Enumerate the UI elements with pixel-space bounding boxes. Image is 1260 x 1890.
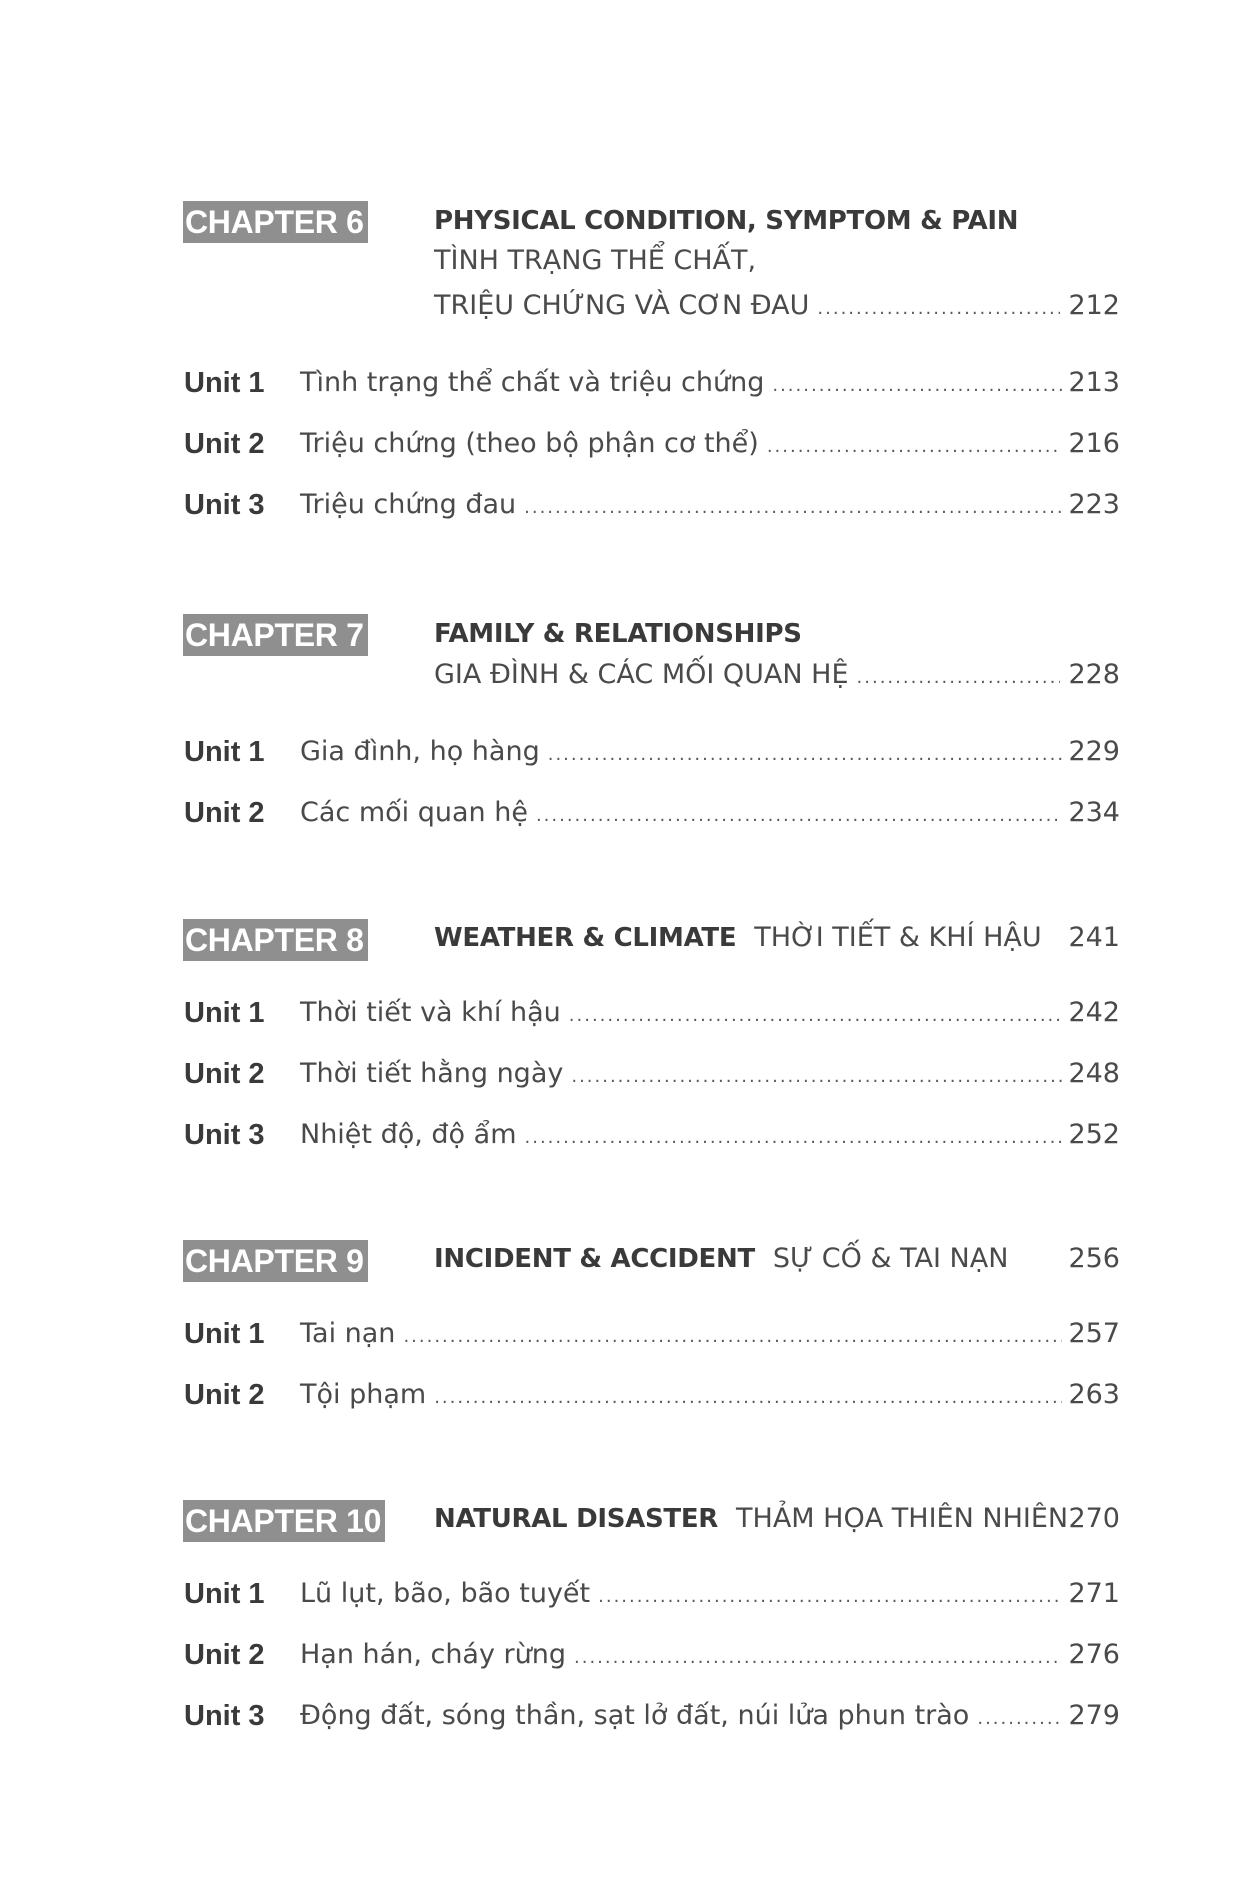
unit-label: Unit 2 [184, 428, 265, 460]
unit-label: Unit 2 [184, 1379, 265, 1411]
unit-label: Unit 1 [184, 997, 265, 1029]
leader-dots [977, 1708, 1062, 1729]
toc-entry[interactable] [300, 1318, 1120, 1349]
unit-title: Triệu chứng (theo bộ phận cơ thể) [300, 428, 759, 459]
toc-entry[interactable] [300, 1119, 1120, 1150]
page-number: 257 [1068, 1318, 1120, 1349]
page-number: 263 [1068, 1379, 1120, 1410]
chapter-title-vi-line1: TÌNH TRẠNG THỂ CHẤT, [434, 245, 757, 276]
unit-title: Nhiệt độ, độ ẩm [300, 1119, 517, 1150]
leader-dots [817, 298, 1060, 319]
leader-dots [571, 1066, 1062, 1087]
chapter-heading-row[interactable] [434, 1503, 1120, 1534]
chapter-badge: CHAPTER 6 [183, 201, 368, 243]
unit-label: Unit 2 [184, 797, 265, 829]
leader-dots [525, 1127, 1063, 1148]
page-number: 256 [1068, 1243, 1120, 1274]
page-number: 252 [1068, 1119, 1120, 1150]
unit-title: Tai nạn [300, 1318, 396, 1349]
page-number: 212 [1068, 290, 1120, 321]
toc-entry[interactable] [300, 367, 1120, 398]
leader-dots [857, 667, 1061, 688]
unit-label: Unit 3 [184, 489, 265, 521]
chapter-title-vi-line2: TRIỆU CHỨNG VÀ CƠN ĐAU [434, 290, 810, 321]
toc-entry[interactable] [300, 489, 1120, 520]
toc-entry[interactable] [300, 1578, 1120, 1609]
unit-title: Thời tiết và khí hậu [300, 997, 561, 1028]
leader-dots [772, 375, 1062, 396]
unit-title: Tình trạng thể chất và triệu chứng [300, 367, 765, 398]
chapter-title-en: INCIDENT & ACCIDENT [434, 1244, 755, 1274]
leader-dots [569, 1005, 1063, 1026]
toc-entry[interactable] [300, 1058, 1120, 1089]
page-number: 242 [1068, 997, 1120, 1028]
toc-entry[interactable] [300, 1700, 1120, 1731]
unit-label: Unit 2 [184, 1058, 265, 1090]
toc-entry[interactable] [300, 736, 1120, 767]
toc-entry[interactable] [300, 1379, 1120, 1410]
chapter-heading-row[interactable] [434, 922, 1120, 953]
page-number: 229 [1068, 736, 1120, 767]
unit-label: Unit 1 [184, 736, 265, 768]
chapter-badge: CHAPTER 9 [183, 1240, 368, 1282]
chapter-title-en: PHYSICAL CONDITION, SYMPTOM & PAIN [434, 206, 1019, 236]
chapter-heading-row[interactable] [434, 1243, 1120, 1274]
toc-entry[interactable] [300, 1639, 1120, 1670]
unit-title: Thời tiết hằng ngày [300, 1058, 564, 1089]
chapter-title-vi: GIA ĐÌNH & CÁC MỐI QUAN HỆ [434, 659, 849, 690]
page-number: 213 [1068, 367, 1120, 398]
page-number: 241 [1068, 922, 1120, 953]
chapter-title-vi: THỜI TIẾT & KHÍ HẬU [754, 922, 1042, 953]
unit-title: Hạn hán, cháy rừng [300, 1639, 567, 1670]
chapter-title-vi-row[interactable] [434, 659, 1120, 690]
leader-dots [536, 805, 1063, 826]
page-number: 216 [1068, 428, 1120, 459]
leader-dots [767, 436, 1063, 457]
unit-label: Unit 2 [184, 1639, 265, 1671]
chapter-title-en: NATURAL DISASTER [434, 1504, 719, 1534]
toc-entry[interactable] [300, 428, 1120, 459]
unit-title: Lũ lụt, bão, bão tuyết [300, 1578, 591, 1609]
chapter-badge: CHAPTER 7 [183, 614, 368, 656]
chapter-badge: CHAPTER 10 [183, 1500, 385, 1542]
page-number: 279 [1068, 1700, 1120, 1731]
unit-label: Unit 3 [184, 1700, 265, 1732]
chapter-badge: CHAPTER 8 [183, 919, 368, 961]
chapter-title-en: WEATHER & CLIMATE [434, 923, 737, 953]
toc-entry[interactable] [300, 997, 1120, 1028]
leader-dots [403, 1326, 1062, 1347]
unit-label: Unit 3 [184, 1119, 265, 1151]
unit-title: Tội phạm [300, 1379, 427, 1410]
unit-label: Unit 1 [184, 367, 265, 399]
chapter-title-vi: SỰ CỐ & TAI NẠN [772, 1243, 1009, 1274]
leader-dots [574, 1647, 1062, 1668]
leader-dots [598, 1586, 1062, 1607]
page-number: 248 [1068, 1058, 1120, 1089]
page-number: 234 [1068, 797, 1120, 828]
leader-dots [434, 1387, 1062, 1408]
leader-dots [548, 744, 1063, 765]
unit-title: Động đất, sóng thần, sạt lở đất, núi lửa phun trào [300, 1700, 970, 1731]
page-number: 228 [1068, 659, 1120, 690]
unit-label: Unit 1 [184, 1578, 265, 1610]
page-number: 271 [1068, 1578, 1120, 1609]
page-number: 270 [1068, 1503, 1120, 1534]
unit-label: Unit 1 [184, 1318, 265, 1350]
page-number: 276 [1068, 1639, 1120, 1670]
chapter-title-en: FAMILY & RELATIONSHIPS [434, 619, 802, 649]
unit-title: Các mối quan hệ [300, 797, 528, 828]
unit-title: Gia đình, họ hàng [300, 736, 540, 767]
chapter-title-vi-row[interactable] [434, 290, 1120, 321]
chapter-title-vi: THẢM HỌA THIÊN NHIÊN [736, 1503, 1069, 1534]
toc-entry[interactable] [300, 797, 1120, 828]
leader-dots [524, 497, 1062, 518]
unit-title: Triệu chứng đau [300, 489, 517, 520]
page-number: 223 [1068, 489, 1120, 520]
